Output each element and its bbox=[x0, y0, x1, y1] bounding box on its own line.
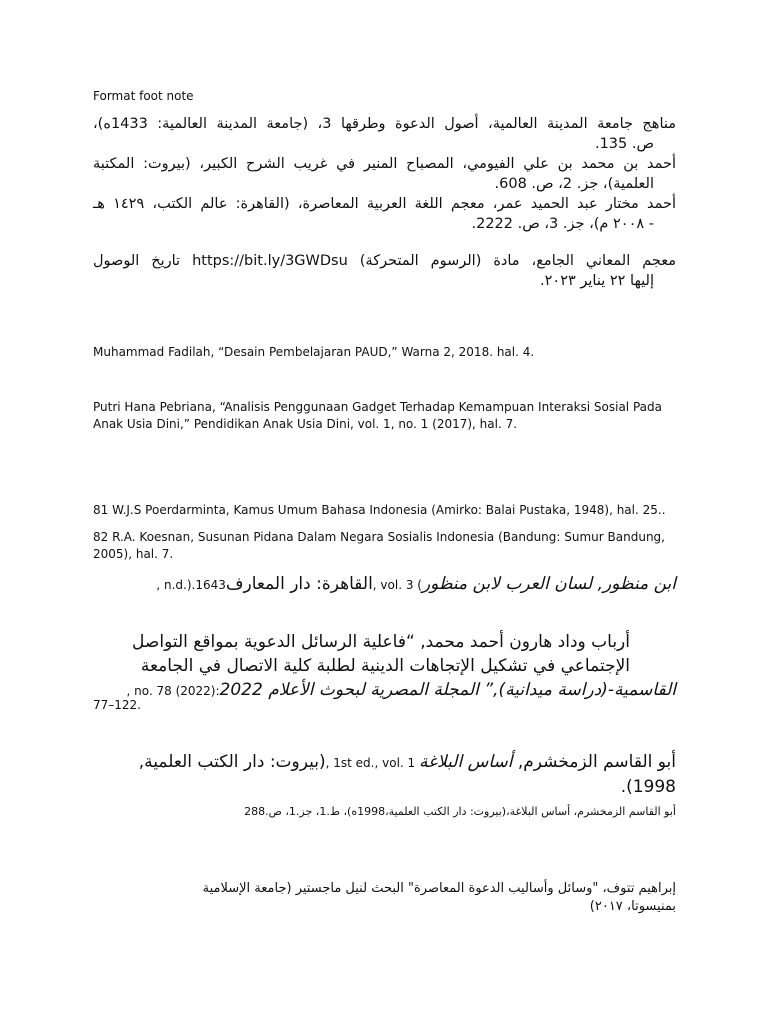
ibrahim-footnote bbox=[93, 880, 676, 916]
arbab-issue: , no. 78 (2022): bbox=[126, 684, 220, 698]
lisan-publisher: القاهرة: دار المعارف bbox=[225, 574, 373, 594]
footnote-81: 81 W.J.S Poerdarminta, Kamus Umum Bahasa Indonesia (Amirko: Balai Pustaka, 1948), hal. 25.. bbox=[93, 503, 666, 517]
asas-publisher: (بيروت: دار الكتب العلمية, bbox=[138, 752, 326, 772]
ibrahim-line-2: بمنيسوتا، ٢٠١٧) bbox=[589, 899, 676, 914]
footnote-1-line-1: مناهج جامعة المدينة العالمية، أصول الدعوة وطرقها 3، (جامعة المدينة العالمية: 1433ه)، bbox=[93, 116, 677, 132]
lisan-tail: , n.d.).1643 bbox=[156, 578, 226, 592]
arabic-footnotes-block bbox=[93, 114, 676, 234]
asas-footnote bbox=[93, 750, 676, 799]
fadilah-footnote: Muhammad Fadilah, “Desain Pembelajaran PAUD,” Warna 2, 2018. hal. 4. bbox=[93, 345, 535, 359]
page-heading: Format foot note bbox=[93, 89, 194, 103]
footnote-1-line-2: ص. 135. bbox=[594, 136, 654, 152]
arbab-footnote bbox=[93, 630, 676, 678]
maani-footnote-line-2: إليها ٢٢ يناير ٢٠٢٣. bbox=[540, 273, 654, 289]
footnote-3-line-2: - ٢٠٠٨ م)، جز. 3، ص. 2222. bbox=[471, 216, 654, 232]
footnote-2-line-1: أحمد بن محمد بن علي الفيومي، المصباح المنير في غريب الشرح الكبير، (بيروت: المكتبة bbox=[93, 156, 676, 172]
arbab-line-1: أرباب وداد هارون أحمد محمد, “فاعلية الرسائل الدعوية بمواقع التواصل bbox=[132, 632, 630, 652]
maani-footnote bbox=[93, 251, 676, 291]
pebriana-footnote: Putri Hana Pebriana, “Analisis Penggunaan Gadget Terhadap Kemampuan Interaksi Sosial Pada Anak Usia Dini,” Pendidikan Anak Usia Dini, vol. 1, no. 1 (2017), hal. 7. bbox=[93, 400, 662, 431]
lisan-footnote bbox=[93, 572, 676, 597]
asas-edition: , 1st ed., vol. 1 bbox=[325, 756, 419, 770]
arbab-line-2: الإجتماعي في تشكيل الإتجاهات الدينية لطلبة كلية الاتصال في الجامعة bbox=[140, 656, 630, 676]
arbab-journal: القاسمية-(دراسة ميدانية),” المجلة المصرية لبحوث الأعلام 2022 bbox=[219, 680, 676, 700]
asas-title: أساس البلاغة bbox=[418, 752, 513, 772]
maani-footnote-line-1: معجم المعاني الجامع، مادة (الرسوم المتحركة) https://bit.ly/3GWDsu تاريخ الوصول bbox=[93, 253, 676, 269]
asas-short-footnote: أبو القاسم الزمخشرم، أساس البلاغة،(بيروت: دار الكتب العلمية،1998ه)، ط.1، جز.1، ص.288 bbox=[244, 805, 676, 818]
asas-year: 1998). bbox=[620, 777, 676, 797]
footnote-82: 82 R.A. Koesnan, Susunan Pidana Dalam Negara Sosialis Indonesia (Bandung: Sumur Bandung, 2005), hal. 7. bbox=[93, 530, 665, 561]
asas-author: أبو القاسم الزمخشرم, bbox=[512, 752, 676, 772]
footnote-3-line-1: أحمد مختار عبد الحميد عمر، معجم اللغة العربية المعاصرة، (القاهرة: عالم الكتب، ١٤٢٩ هـ bbox=[93, 196, 676, 212]
lisan-author-title: ابن منظور, لسان العرب لابن منظور bbox=[421, 574, 676, 594]
lisan-volume: , vol. 3 ( bbox=[372, 578, 422, 592]
ibrahim-line-1: إبراهيم تتوف، "وسائل وأساليب الدعوة المعاصرة" البحث لنيل ماجستير (جامعة الإسلامية bbox=[202, 881, 676, 896]
footnote-2-line-2: العلمية)، جز. 2، ص. 608. bbox=[494, 176, 654, 192]
arbab-pages: 77–122. bbox=[93, 698, 141, 712]
